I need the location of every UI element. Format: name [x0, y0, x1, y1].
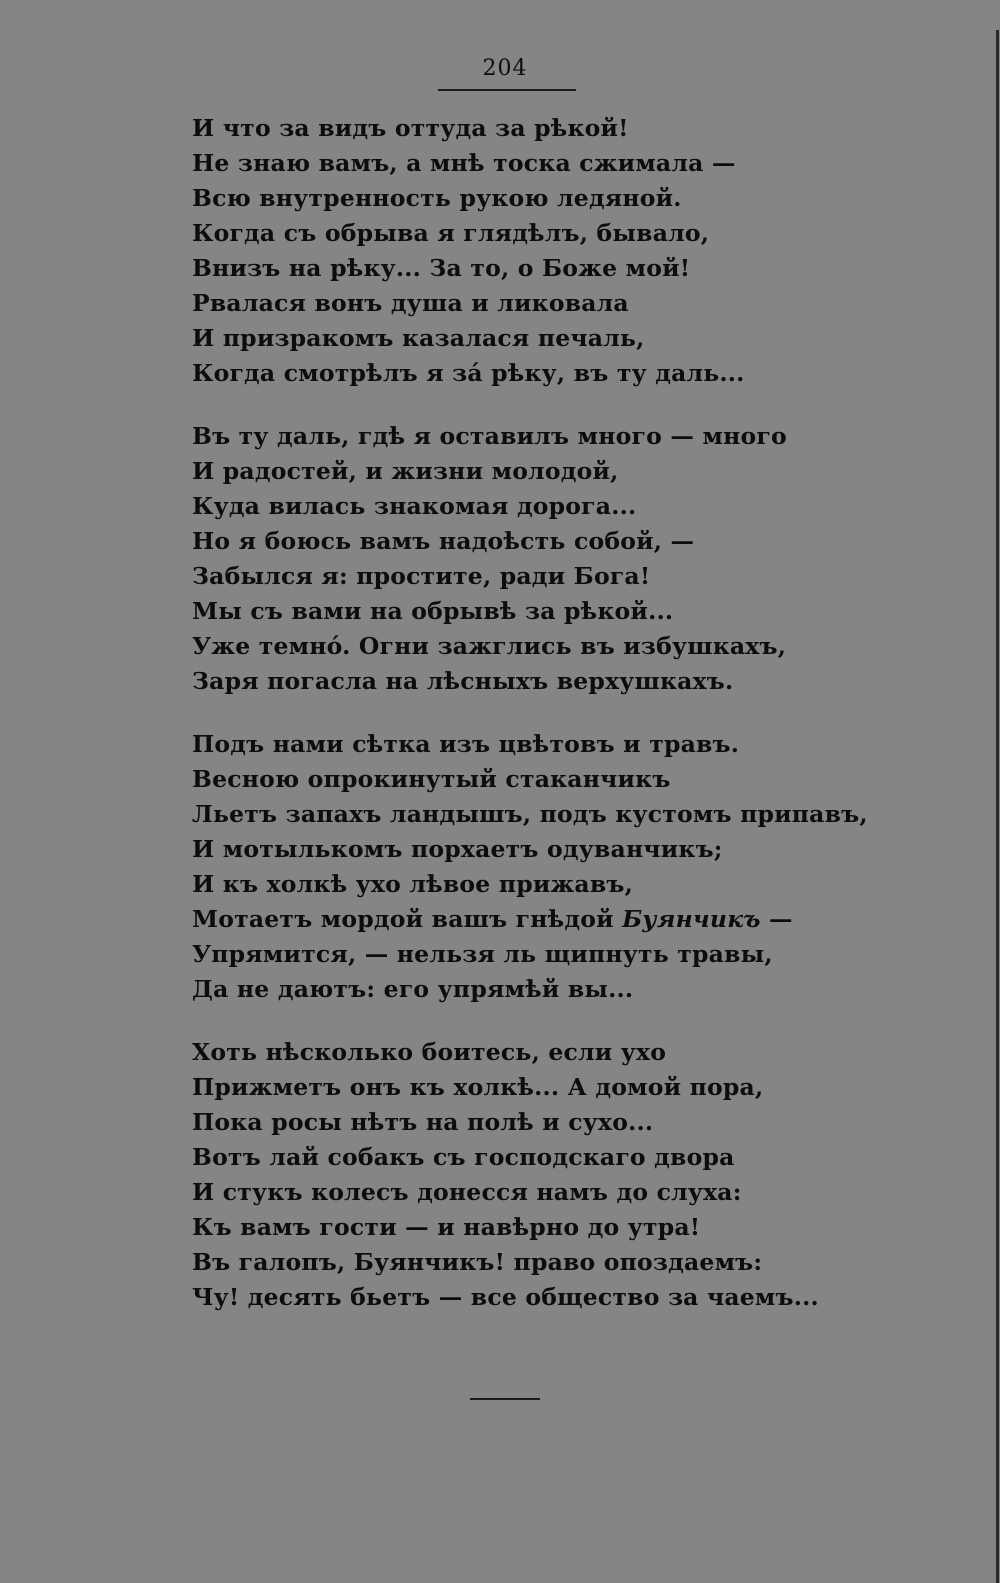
- poem-line: Мы съ вами на обрывѣ за рѣкой...: [192, 597, 674, 625]
- stanza-4: [192, 1035, 982, 1315]
- stanza-2: [192, 419, 982, 699]
- poem-line: Когда съ обрыва я глядѣлъ, бывало,: [192, 219, 710, 247]
- poem-line: И стукъ колесъ донесся намъ до слуха:: [192, 1178, 742, 1206]
- poem-line: И къ холкѣ ухо лѣвое прижавъ,: [192, 870, 633, 898]
- poem-line: Рвалася вонъ душа и ликовала: [192, 289, 629, 317]
- poem-line: Не знаю вамъ, а мнѣ тоска сжимала —: [192, 149, 736, 177]
- poem-line: Подъ нами сѣтка изъ цвѣтовъ и травъ.: [192, 730, 740, 758]
- poem: [192, 111, 982, 1343]
- header-rule: [438, 89, 576, 91]
- poem-line: Упрямится, — нельзя ль щипнуть травы,: [192, 940, 773, 968]
- poem-line: И радостей, и жизни молодой,: [192, 457, 619, 485]
- poem-line: Да не даютъ: его упрямѣй вы...: [192, 975, 634, 1003]
- stanza-1: [192, 111, 982, 391]
- poem-line: Когда смотрѣлъ я зá рѣку, въ ту даль...: [192, 359, 745, 387]
- page-edge-shadow: [996, 30, 999, 1583]
- poem-line: Хоть нѣсколько боитесь, если ухо: [192, 1038, 667, 1066]
- poem-line-text: —: [760, 905, 793, 933]
- poem-line: Въ галопъ, Буянчикъ! право опоздаемъ:: [192, 1248, 763, 1276]
- poem-line: И мотылькомъ порхаетъ одуванчикъ;: [192, 835, 723, 863]
- poem-line: И призракомъ казалася печаль,: [192, 324, 645, 352]
- poem-line: [192, 902, 982, 937]
- poem-line: Пока росы нѣтъ на полѣ и сухо...: [192, 1108, 654, 1136]
- poem-line-text: Мотаетъ мордой вашъ гнѣдой: [192, 905, 623, 933]
- poem-line: Заря погасла на лѣсныхъ верхушкахъ.: [192, 667, 734, 695]
- poem-line: Весною опрокинутый стаканчикъ: [192, 765, 671, 793]
- page-number: 204: [482, 56, 528, 81]
- poem-line: Всю внутренность рукою ледяной.: [192, 184, 682, 212]
- poem-line: Чу! десять бьетъ — все общество за чаемъ...: [192, 1283, 819, 1311]
- poem-line: Забылся я: простите, ради Бога!: [192, 562, 651, 590]
- poem-line-italic-name: Буянчикъ: [622, 905, 761, 933]
- poem-line: Въ ту даль, гдѣ я оставилъ много — много: [192, 422, 787, 450]
- poem-line: И что за видъ оттуда за рѣкой!: [192, 114, 629, 142]
- poem-line: Льетъ запахъ ландышъ, подъ кустомъ припавъ,: [192, 800, 868, 828]
- stanza-3: [192, 727, 982, 1007]
- end-rule: [470, 1398, 540, 1400]
- poem-line: Уже темнó. Огни зажглись въ избушкахъ,: [192, 632, 787, 660]
- poem-line: Но я боюсь вамъ надоѣсть собой, —: [192, 527, 695, 555]
- poem-line: Къ вамъ гости — и навѣрно до утра!: [192, 1213, 701, 1241]
- poem-line: Прижметъ онъ къ холкѣ... А домой пора,: [192, 1073, 764, 1101]
- poem-line: Куда вилась знакомая дорога...: [192, 492, 637, 520]
- poem-line: Внизъ на рѣку... За то, о Боже мой!: [192, 254, 691, 282]
- poem-line: Вотъ лай собакъ съ господскаго двора: [192, 1143, 735, 1171]
